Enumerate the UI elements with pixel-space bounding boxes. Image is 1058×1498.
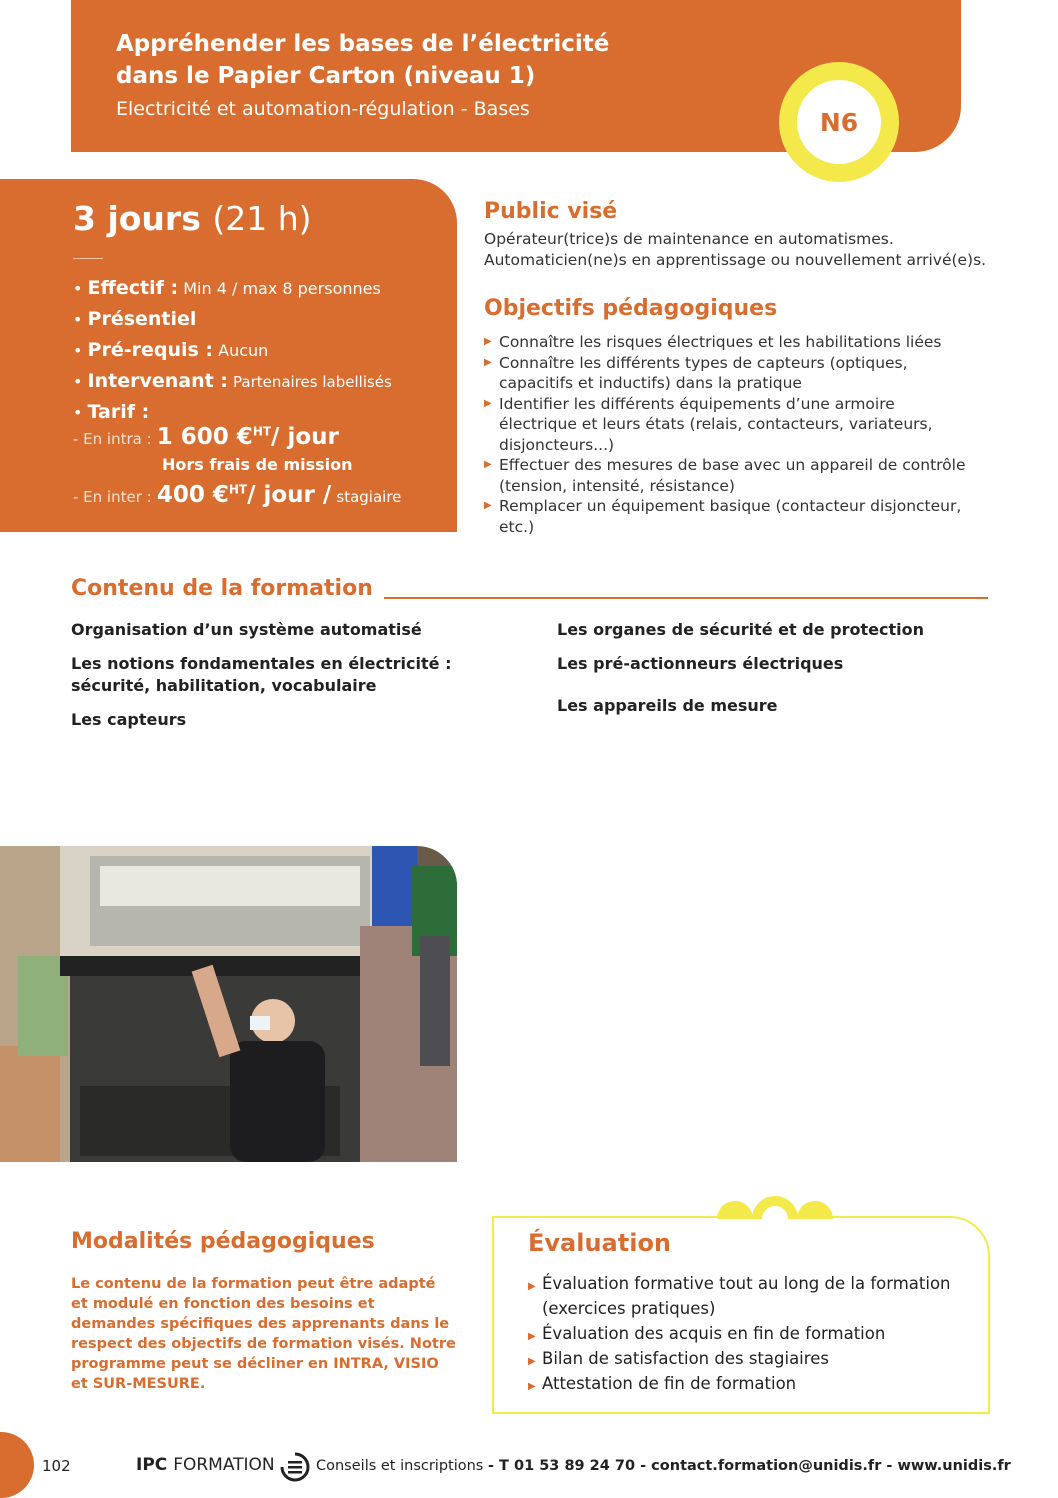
bullet-arrow-icon: ▶ [528, 1331, 536, 1342]
level-badge: N6 [797, 80, 881, 164]
list-item: ▶ Évaluation formative tout au long de la formation (exercices pratiques) [528, 1274, 951, 1318]
bullet-arrow-icon: ▶ [484, 500, 492, 511]
contact-prefix: Conseils et inscriptions [316, 1458, 484, 1474]
list-item: ▶ Évaluation des acquis en fin de formation [528, 1321, 968, 1346]
info-prerequis: • Pré-requis : Aucun [73, 339, 269, 361]
inter-price: 400 €$^{HT}$/ jour / [156, 482, 332, 508]
info-intervenant: • Intervenant : Partenaires labellisés [73, 370, 392, 392]
bullet-arrow-icon: ▶ [528, 1281, 536, 1292]
contenu-right-3: Les appareils de mesure [557, 696, 778, 715]
objectifs-list [484, 332, 974, 537]
page-subtitle: Electricité et automation-régulation - Bases [116, 98, 530, 120]
title-line-2: dans le Papier Carton (niveau 1) [116, 63, 536, 89]
list-item: ▶ Connaître les différents types de capteurs (optiques, capacitifs et inductifs) dans la pratique [484, 353, 908, 392]
bullet-arrow-icon: ▶ [528, 1381, 536, 1392]
list-item: ▶ Bilan de satisfaction des stagiaires [528, 1346, 968, 1371]
contact-details: - T 01 53 89 24 70 - contact.formation@unidis.fr - www.unidis.fr [487, 1458, 1011, 1474]
price-intra [73, 424, 339, 450]
page-title [116, 28, 736, 92]
presentiel-label: Présentiel [87, 308, 197, 330]
info-tarif: • Tarif : [73, 401, 150, 423]
bullet-arrow-icon: ▶ [484, 356, 492, 368]
public-title: Public visé [484, 199, 618, 224]
evaluation-title: Évaluation [528, 1229, 672, 1257]
info-effectif: • Effectif : Min 4 / max 8 personnes [73, 277, 381, 299]
duration [73, 199, 312, 238]
intervenant-value: Partenaires labellisés [233, 373, 392, 391]
info-divider [73, 258, 103, 259]
machine-illustration [0, 846, 457, 1162]
contenu-right-1: Les organes de sécurité et de protection [557, 620, 924, 639]
evaluation-list [528, 1271, 968, 1396]
duration-hours: (21 h) [212, 199, 312, 238]
list-item: ▶ Attestation de fin de formation [528, 1371, 968, 1396]
prerequis-label: Pré-requis : [87, 339, 214, 361]
inter-label: - En inter : [73, 488, 152, 506]
modalites-title: Modalités pédagogiques [71, 1229, 375, 1254]
price-inter [73, 482, 401, 508]
list-item: ▶ Remplacer un équipement basique (contacteur disjoncteur, etc.) [484, 497, 962, 536]
bullet-arrow-icon: ▶ [484, 397, 492, 409]
page-tab [0, 1432, 34, 1498]
intra-label: - En intra : [73, 430, 152, 448]
modalites-text: Le contenu de la formation peut être adapté et modulé en fonction des besoins et demandes spécifiques des apprenants dans le respect des objectifs de formation visés. Notre programme peut se décliner en INTRA, VISIO et SUR-MESURE. [71, 1276, 456, 1392]
objectifs-title: Objectifs pédagogiques [484, 296, 778, 321]
title-line-1: Appréhender les bases de l’électricité [116, 31, 610, 57]
decorative-wave-icon [715, 1195, 835, 1235]
contact-line [316, 1458, 1011, 1474]
contenu-left-1: Organisation d’un système automatisé [71, 620, 422, 639]
intra-price: 1 600 €$^{HT}$/ jour [156, 424, 339, 450]
public-line-1: Opérateur(trice)s de maintenance en automatismes. [484, 230, 894, 248]
contenu-right-2: Les pré-actionneurs électriques [557, 654, 844, 673]
list-item: ▶ Identifier les différents équipements d’une armoire électrique et leurs états (relais, contacteurs, variateurs, disjoncteurs...) [484, 394, 933, 454]
brand-light: FORMATION [173, 1455, 275, 1475]
contenu-title: Contenu de la formation [71, 576, 373, 601]
duration-days: 3 jours [73, 199, 201, 238]
contenu-left-3: Les capteurs [71, 710, 187, 729]
effectif-label: Effectif : [87, 277, 179, 299]
brand-bold: IPC [136, 1455, 168, 1475]
workshop-photo [0, 846, 457, 1162]
bullet-arrow-icon: ▶ [484, 459, 492, 470]
bullet-arrow-icon: ▶ [484, 336, 492, 347]
public-line-2: Automaticien(ne)s en apprentissage ou nouvellement arrivé(e)s. [484, 250, 987, 269]
prerequis-value: Aucun [218, 341, 269, 360]
effectif-value: Min 4 / max 8 personnes [183, 279, 381, 298]
page-number: 102 [42, 1457, 71, 1475]
list-item: ▶ Connaître les risques électriques et les habilitations liées [484, 333, 942, 351]
inter-suffix: stagiaire [336, 488, 402, 506]
contenu-left-2: Les notions fondamentales en électricité : sécurité, habilitation, vocabulaire [71, 654, 452, 695]
info-presentiel: • Présentiel [73, 308, 197, 330]
list-item: ▶ Effectuer des mesures de base avec un appareil de contrôle (tension, intensité, résistance) [484, 456, 966, 495]
contenu-divider [384, 597, 988, 599]
public-text [484, 229, 1004, 270]
intervenant-label: Intervenant : [87, 370, 228, 392]
intra-note: Hors frais de mission [162, 455, 353, 474]
contact-icon [278, 1450, 312, 1484]
brand-logo [136, 1455, 275, 1475]
tarif-label: Tarif : [87, 401, 150, 423]
bullet-arrow-icon: ▶ [528, 1356, 536, 1367]
